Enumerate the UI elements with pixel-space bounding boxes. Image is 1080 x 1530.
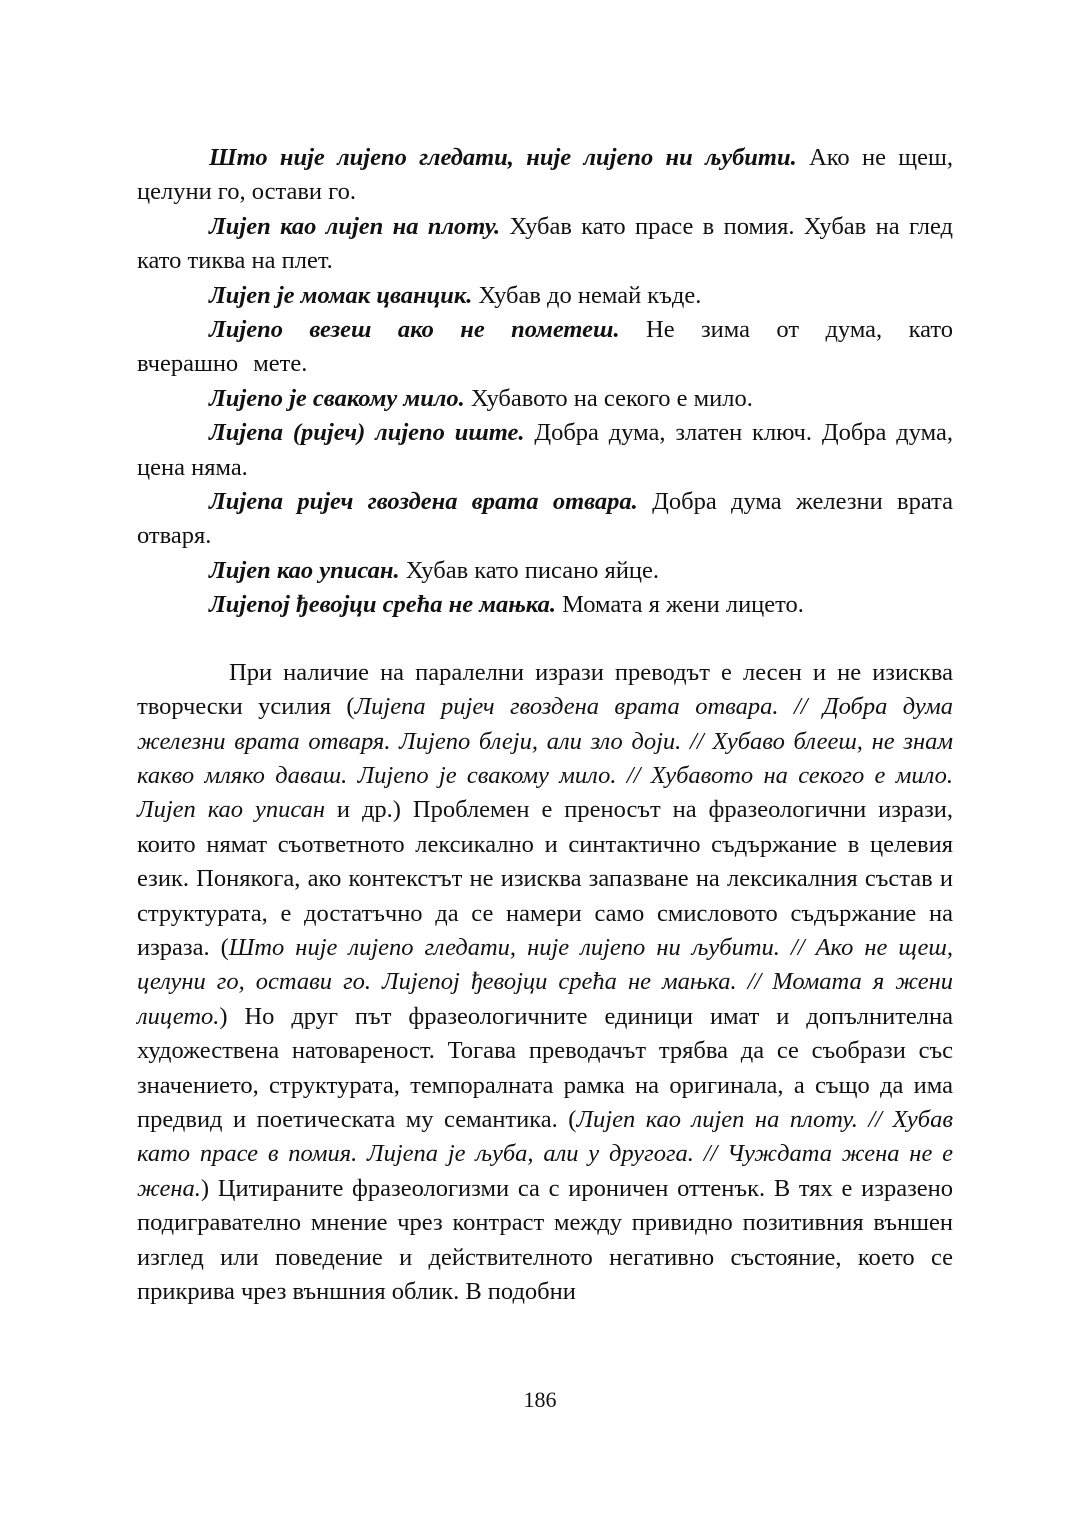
proverb-entry [137, 141, 953, 210]
proverb-entry [137, 485, 953, 554]
bulgarian-equivalent: Добра дума, златен ключ. Добра дума, цена няма. [137, 419, 953, 481]
serbian-proverb: Лијепо је свакому мило. [209, 384, 465, 412]
bulgarian-equivalent: Не зима от дума, като вчерашно мете. [137, 316, 953, 378]
body-text: ) Цитираните фразеологизми са с ироничен оттенък. В тях е изразено подигравателно мнение чрез контраст между привидно позитивния външен изглед или поведение и действителното негативно състояние, което се прикрива чрез външния облик. В подобни [137, 1174, 953, 1305]
body-italic-examples: Лијеп као лијеп на плоту. // Хубав като прасе в помия. Лијепа је љуба, али у другога. // Чуждата жена не е жена. [137, 1105, 953, 1202]
serbian-proverb: Лијепа ријеч гвоздена врата отвара. [209, 488, 638, 516]
page-number: 186 [523, 1387, 557, 1412]
proverb-entry [137, 279, 953, 313]
proverb-entry [137, 210, 953, 279]
body-text: При наличие на паралелни изрази преводът е лесен и не изисква творчески усилия ( [137, 658, 953, 721]
serbian-proverb: Лијепој ђевојци срећа не мањка. [209, 591, 556, 619]
body-italic-examples: Што није лијепо гледати, није лијепо ни љубити. // Ако не щеш, целуни го, остави го. Лијепој ђевојци срећа не мањка. // Момата я жени лицето. [137, 933, 953, 1030]
proverb-entry [137, 382, 953, 416]
proverb-entry [137, 416, 953, 485]
bulgarian-equivalent: Момата я жени лицето. [562, 591, 804, 619]
serbian-proverb: Лијепа (ријеч) лијепо иште. [209, 419, 525, 447]
proverb-entry [137, 554, 953, 588]
bulgarian-equivalent: Ако не щеш, целуни го, остави го. [137, 144, 953, 206]
serbian-proverb: Лијепо везеш ако не пометеш. [209, 316, 620, 344]
body-paragraph [137, 656, 953, 1310]
proverb-entry [137, 313, 953, 382]
bulgarian-equivalent: Хубавото на секого е мило. [470, 384, 753, 412]
serbian-proverb: Лијеп је момак цванцик. [209, 281, 473, 309]
body-text: и др.) Проблемен е преносът на фразеологични изрази, които нямат съответното лексикално и синтактично съдържание в целевия език. Понякога, ако контекстът не изисква запазване на лексикалния състав и структурата, е достатъчно да се намери само смисловото съдържание на израза. ( [137, 796, 953, 961]
bulgarian-equivalent: Хубав като прасе в помия. Хубав на глед като тиква на плет. [137, 212, 953, 275]
body-text: ) Но друг път фразеологичните единици имат и допълнителна художествена натовареност. Тогава преводачът трябва да се съобрази със значението, структурата, темпоралната рамка на оригинала, а също да има предвид и поетическата му семантика. ( [137, 1002, 953, 1133]
serbian-proverb: Лијеп као уписан. [209, 556, 400, 584]
bulgarian-equivalent: Хубав като писано яйце. [405, 556, 660, 584]
serbian-proverb: Што није лијепо гледати, није лијепо ни љубити. [209, 144, 797, 171]
serbian-proverb: Лијеп као лијеп на плоту. [209, 212, 501, 240]
proverb-entry [137, 588, 953, 622]
paragraph-gap [137, 623, 953, 656]
body-italic-examples: Лијепа ријеч гвоздена врата отвара. // Добра дума железни врата отваря. Лијепо блеји, али зло доји. // Хубаво блееш, не знам какво мляко даваш. Лијепо је свакому мило. // Хубавото на секого е мило. Лијеп као уписан [137, 693, 953, 824]
page-content [137, 141, 953, 1309]
bulgarian-equivalent: Хубав до немай къде. [478, 281, 702, 309]
bulgarian-equivalent: Добра дума железни врата отваря. [137, 488, 953, 550]
